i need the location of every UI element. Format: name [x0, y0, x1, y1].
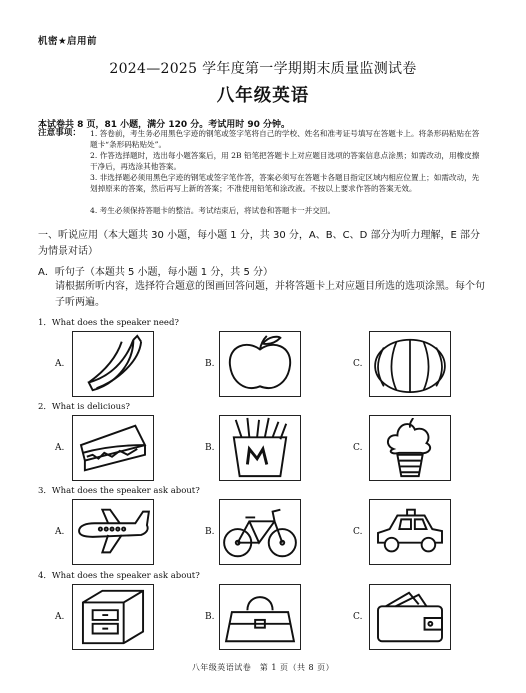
secret-mark: 机密★启用前 [38, 36, 98, 47]
drawer-box-icon[interactable] [72, 584, 154, 650]
part-instruction: 请根据所听内容，选择符合题意的图画回答问题，并将答题卡上对应题目所选的选项涂黑。每个句子听两遍。 [55, 281, 485, 308]
option-label: B. [205, 612, 215, 622]
banana-icon[interactable] [72, 331, 154, 397]
note-item: 3. 非选择题必须用黑色字迹的钢笔或签字笔作答，答案必须写在答题卡各题目指定区域内相应位置上；如需改动，先划掉原来的答案，然后再写上新的答案；不准使用铅笔和涂改液。不按以上要求作答的答案无效。 [90, 173, 480, 193]
option-label: A. [55, 443, 65, 453]
option-label: A. [55, 527, 65, 537]
option-label: B. [205, 359, 215, 369]
handbag-icon[interactable] [219, 584, 301, 650]
option-label: B. [205, 443, 215, 453]
exam-info: 本试卷共 8 页，81 小题，满分 120 分。考试用时 90 分钟。 [38, 120, 291, 130]
option-label: B. [205, 527, 215, 537]
option-label: A. [55, 612, 65, 622]
note-item: 1. 答卷前，考生务必用黑色字迹的钢笔或签字笔将自己的学校、姓名和准考证号填写在答题卡上。将条形码粘贴在答题卡“条形码粘贴处”。 [90, 129, 480, 149]
option-label: C. [353, 359, 363, 369]
note-item: 2. 作答选择题时，选出每小题答案后，用 2B 铅笔把答题卡上对应题目选项的答案信息点涂黑；如需改动，用橡皮擦干净后，再选涂其他答案。 [90, 151, 480, 171]
watermelon-icon[interactable] [369, 331, 451, 397]
car-icon[interactable] [369, 499, 451, 565]
sandwich-icon[interactable] [72, 415, 154, 481]
bicycle-icon[interactable] [219, 499, 301, 565]
page-footer: 八年级英语试卷 第 1 页（共 8 页） [191, 663, 335, 672]
option-label: A. [55, 359, 65, 369]
icecream-icon[interactable] [369, 415, 451, 481]
wallet-icon[interactable] [369, 584, 451, 650]
question-text: 2．What is delicious? [38, 402, 130, 412]
subject-title: 八年级英语 [216, 86, 310, 106]
option-label: C. [353, 443, 363, 453]
note-item: 4. 考生必须保持答题卡的整洁。考试结束后，将试卷和答题卡一并交回。 [90, 206, 336, 215]
fries-icon[interactable] [219, 415, 301, 481]
part-heading: A．听句子（本题共 5 小题，每小题 1 分，共 5 分） [38, 267, 273, 278]
question-text: 1．What does the speaker need? [38, 318, 179, 328]
exam-title: 2024—2025 学年度第一学期期末质量监测试卷 [109, 61, 417, 77]
question-text: 3．What does the speaker ask about? [38, 486, 200, 496]
apple-icon[interactable] [219, 331, 301, 397]
section-heading: 一、听说应用（本大题共 30 小题，每小题 1 分，共 30 分，A、B、C、D 部分为听力理解，E 部分为情景对话） [38, 230, 480, 257]
option-label: C. [353, 527, 363, 537]
airplane-icon[interactable] [72, 499, 154, 565]
option-label: C. [353, 612, 363, 622]
question-text: 4．What does the speaker ask about? [38, 571, 200, 581]
notes-label: 注意事项： [38, 128, 81, 138]
